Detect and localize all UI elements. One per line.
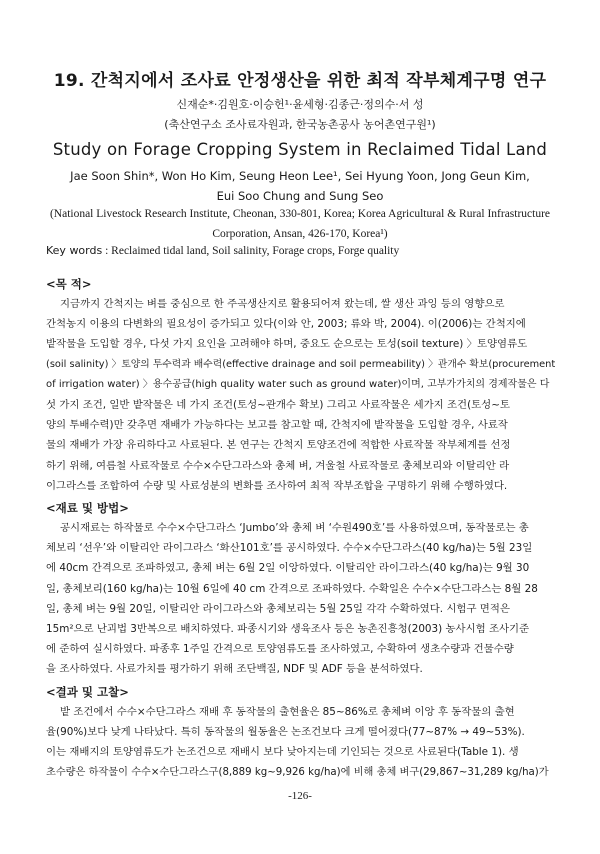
paragraph-line: of irrigation water) 〉용수공급(high quality water such as ground water)이며, 고부가가치의 경제작물은 다 [46, 378, 550, 390]
english-authors [40, 166, 560, 206]
keywords-label: Key words [46, 244, 103, 257]
korean-title: 19. 간척지에서 조사료 안정생산을 위한 최적 작부체계구명 연구 [53, 71, 547, 91]
paragraph-line: 15m²으로 난괴법 3반복으로 배치하였다. 파종시기와 생육조사 등은 농촌진흥청(2003) 농사시험 조사기준 [46, 623, 530, 636]
paragraph-line: 이그라스를 조합하여 수량 및 사료성분의 변화를 조사하여 최적 작부조합을 구명하기 위해 수행하였다. [46, 479, 508, 492]
paragraph-line: 밭작물을 도입할 경우, 다섯 가지 요인을 고려해야 하며, 중요도 순으로는 토성(soil texture) 〉토양염류도 [46, 338, 528, 351]
english-affiliation-line-2: Corporation, Ansan, 426-170, Korea¹) [212, 228, 388, 240]
paragraph-line: 에 40cm 간격으로 조파하였고, 총체 벼는 6월 2일 이앙하였다. 이탈리안 라이그라스(40 kg/ha)는 9월 30 [46, 562, 530, 575]
paragraph-line: 이는 재배지의 토양염류도가 논조건으로 재배시 보다 낮아지는데 기인되는 것으로 사료된다(Table 1). 생 [46, 746, 519, 759]
paragraph-line: 체보리 ‘선우’와 이탈리안 라이그라스 ‘화산101호’를 공시하였다. 수수×수단그라스(40 kg/ha)는 5월 23일 [46, 542, 533, 555]
paragraph-line: 율(90%)보다 낮게 나타났다. 특히 동작물의 월동율은 논조건보다 크게 떨어졌다(77~87% → 49~53%). [46, 726, 525, 739]
section-body-methods [46, 518, 558, 680]
paragraph-line: 지금까지 간척지는 벼를 중심으로 한 주곡생산지로 활용되어져 왔는데, 쌀 생산 과잉 등의 영향으로 [60, 298, 505, 310]
keywords [46, 244, 566, 257]
paragraph-line: 물의 재배가 가장 유리하다고 사료된다. 본 연구는 간척지 토양조건에 적합한 사료작물 작부체계를 선정 [46, 439, 511, 452]
paragraph-line: (soil salinity) 〉토양의 투수력과 배수력(effective drainage and soil permeability) 〉관개수 확보(procurement [46, 358, 556, 370]
paragraph-line: 양의 투배수력)만 갖추면 재배가 가능하다는 보고를 참고할 때, 간척지에 밭작물을 도입할 경우, 사료작 [46, 419, 508, 432]
section-heading-purpose: <목 적> [46, 277, 92, 291]
page-number: -126- [288, 790, 312, 802]
keywords-text: : Reclaimed tidal land, Soil salinity, Forage crops, Forge quality [105, 245, 400, 257]
english-affiliation [44, 204, 556, 244]
section-heading-results: <결과 및 고찰> [46, 685, 129, 699]
paragraph-line: 을 조사하였다. 사료가치를 평가하기 위해 조단백질, NDF 및 ADF 등을 분석하였다. [46, 663, 423, 676]
english-authors-line-2: Eui Soo Chung and Sung Seo [216, 189, 384, 203]
paragraph-line: 간척농지 이용의 다변화의 필요성이 증가되고 있다(이와 안, 2003; 류와 박, 2004). 이(2006)는 간척지에 [46, 318, 526, 331]
paragraph-line: 밭 조건에서 수수×수단그라스 재배 후 동작물의 출현율은 85~86%로 총체벼 이앙 후 동작물의 출현 [60, 706, 515, 718]
section-body-purpose [46, 294, 558, 496]
korean-authors: 신재순*·김원호·이승헌¹·윤세형·김종근·정의수·서 성 [176, 98, 424, 111]
section-heading-methods: <재료 및 방법> [46, 501, 129, 515]
section-body-results [46, 702, 558, 783]
paragraph-line: 초수량은 하작물이 수수×수단그라스구(8,889 kg~9,926 kg/ha)에 비해 총체 벼구(29,867~31,289 kg/ha)가 [46, 766, 549, 778]
korean-affiliation: (축산연구소 조사료자원과, 한국농촌공사 농어촌연구원¹) [164, 118, 436, 131]
paragraph-line: 에 준하여 실시하였다. 파종후 1주일 간격으로 토양염류도를 조사하였고, 수확하여 생초수량과 건물수량 [46, 643, 514, 656]
english-affiliation-line-1: (National Livestock Research Institute, Cheonan, 330-801, Korea; Korea Agricultural & Rural Infrastructure [49, 208, 551, 220]
paragraph-line: 하기 위해, 여름철 사료작물로 수수×수단그라스와 총체 벼, 겨울철 사료작물로 총체보리와 이탈리안 라 [46, 459, 510, 472]
english-title: Study on Forage Cropping System in Reclaimed Tidal Land [52, 140, 548, 159]
paragraph-line: 섯 가지 조건, 일반 밭작물은 네 가지 조건(토성~관개수 확보) 그리고 사료작물은 세가지 조건(토성~토 [46, 399, 510, 412]
paragraph-line: 공시재료는 하작물로 수수×수단그라스 ‘Jumbo’와 총체 벼 ‘수원490호’를 사용하였으며, 동작물로는 총 [60, 522, 529, 534]
paragraph-line: 일, 총체 벼는 9월 20일, 이탈리안 라이그라스와 총체보리는 5월 25일 각각 수확하였다. 시험구 면적은 [46, 602, 510, 615]
english-authors-line-1: Jae Soon Shin*, Won Ho Kim, Seung Heon Lee¹, Sei Hyung Yoon, Jong Geun Kim, [70, 169, 530, 183]
paragraph-line: 일, 총체보리(160 kg/ha)는 10월 6일에 40 cm 간격으로 조파하였다. 수확일은 수수×수단그라스는 8월 28 [46, 582, 538, 595]
